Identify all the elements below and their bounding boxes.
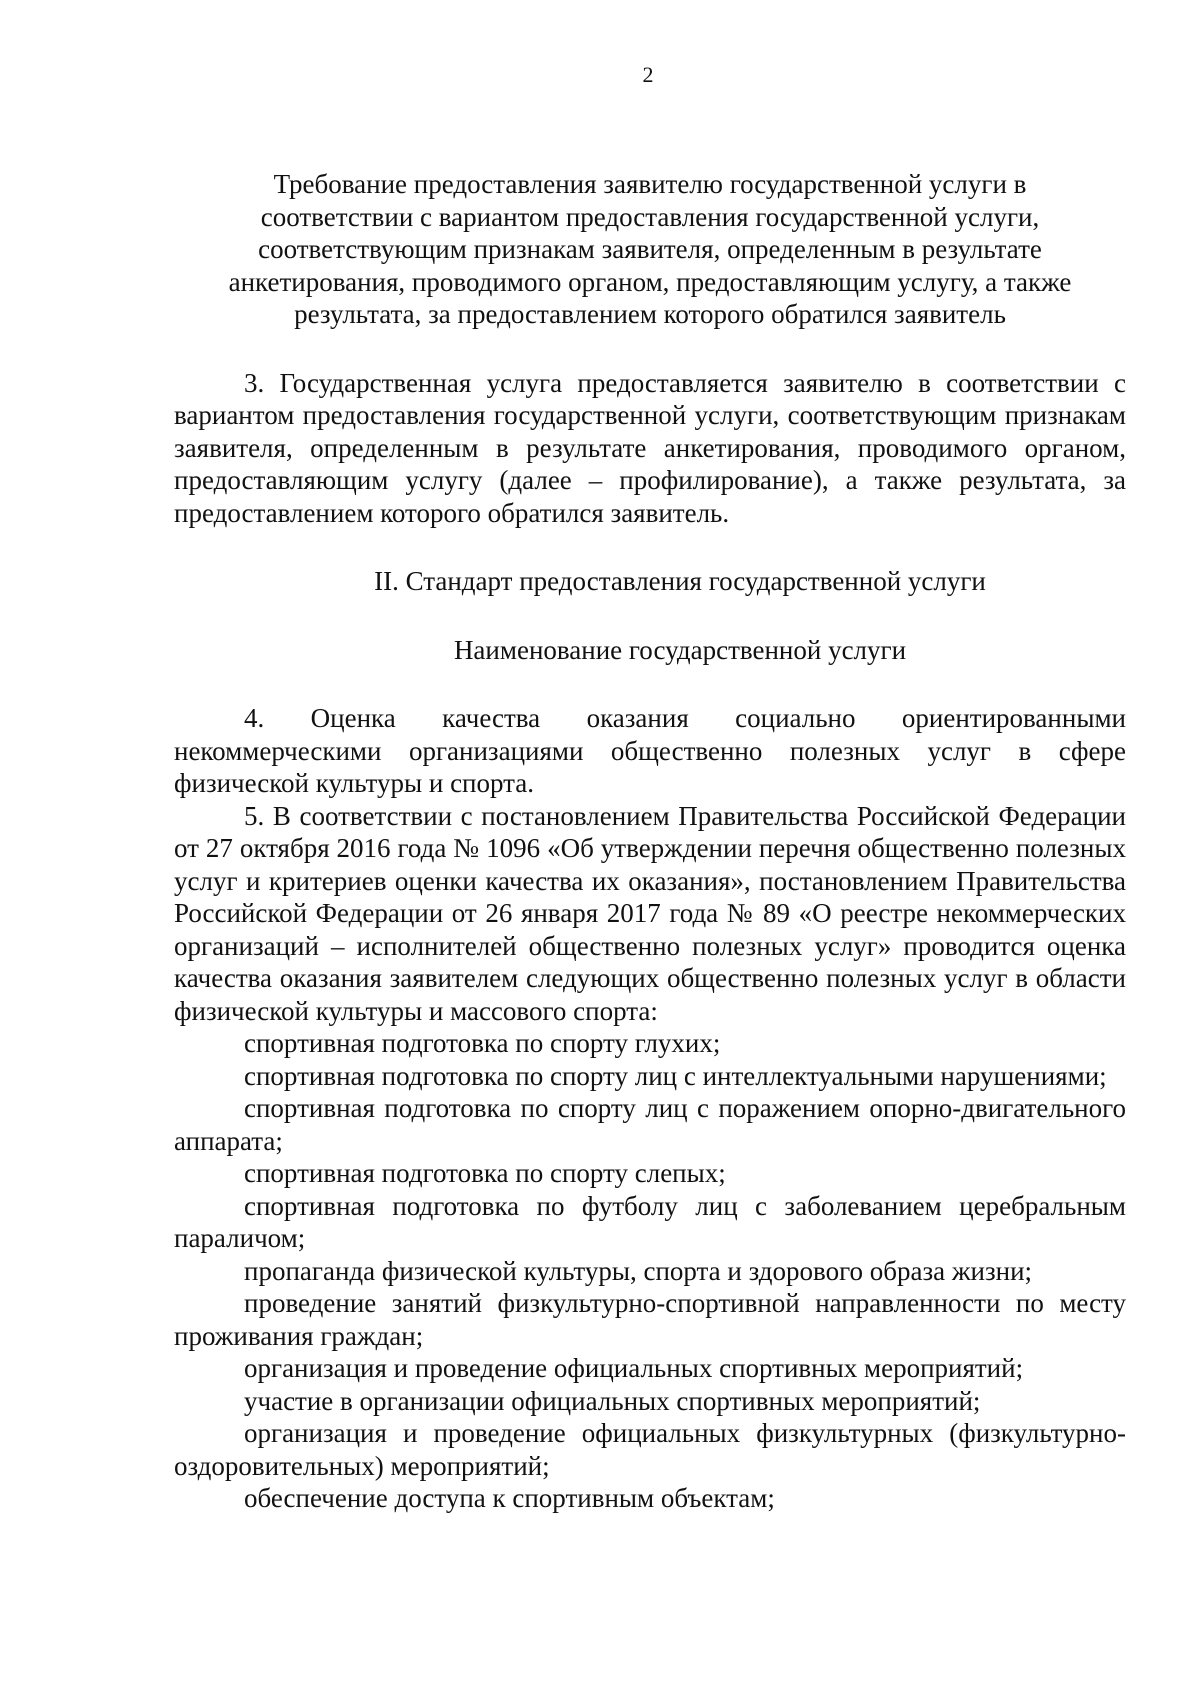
heading-line: Требование предоставления заявителю государственной услуги в [273, 169, 1027, 199]
list-item: обеспечение доступа к спортивным объектам; [244, 1483, 775, 1513]
paragraph-5: 5. В соответствии с постановлением Правительства Российской Федерации от 27 октября 2016 года № 1096 «Об утверждении перечня общественно полезных услуг и критериев оценки качества их оказания», постановлением Правительства Российской Федерации от 26 января 2017 года № 89 «О реестре некоммерческих организаций – исполнителей общественно полезных услуг» проводится оценка качества оказания заявителем следующих общественно полезных услуг в области физической культуры и массового спорта: [174, 800, 1126, 1026]
paragraph-3: 3. Государственная услуга предоставляется заявителю в соответствии с вариантом предоставления государственной услуги, соответствующим признакам заявителя, определенным в результате анкетирования, проводимого органом, предоставляющим услугу (далее – профилирование), а также результата, за предоставлением которого обратился заявитель. [174, 367, 1126, 528]
list-item: спортивная подготовка по спорту лиц с поражением опорно-двигательного аппарата; [174, 1093, 1126, 1156]
requirement-heading [174, 168, 1126, 331]
list-item: спортивная подготовка по футболу лиц с заболеванием церебральным параличом; [174, 1190, 1126, 1253]
document-body [174, 168, 1126, 1515]
list-item: организация и проведение официальных физкультурных (физкультурно-оздоровительных) мероприятий; [174, 1418, 1126, 1481]
paragraph-4: 4. Оценка качества оказания социально ориентированными некоммерческими организациями общественно полезных услуг в сфере физической культуры и спорта. [174, 703, 1126, 798]
list-item: спортивная подготовка по спорту глухих; [244, 1028, 721, 1058]
heading-line: соответствии с вариантом предоставления государственной услуги, [260, 201, 1040, 232]
heading-line: анкетирования, проводимого органом, предоставляющим услугу, а также [228, 266, 1072, 297]
list-item: спортивная подготовка по спорту лиц с интеллектуальными нарушениями; [244, 1060, 1107, 1091]
list-item: проведение занятий физкультурно-спортивной направленности по месту проживания граждан; [174, 1288, 1126, 1351]
list-item: пропаганда физической культуры, спорта и здорового образа жизни; [244, 1255, 1033, 1286]
heading-line: соответствующим признакам заявителя, определенным в результате [258, 234, 1042, 264]
page-number: 2 [642, 62, 654, 87]
service-name-subheading: Наименование государственной услуги [453, 634, 907, 665]
heading-line: результата, за предоставлением которого обратился заявитель [294, 299, 1006, 329]
list-item: спортивная подготовка по спорту слепых; [244, 1158, 726, 1188]
list-item: организация и проведение официальных спортивных мероприятий; [244, 1353, 1024, 1383]
section-2-title: II. Стандарт предоставления государственной услуги [374, 566, 986, 596]
list-item: участие в организации официальных спортивных мероприятий; [244, 1385, 981, 1416]
